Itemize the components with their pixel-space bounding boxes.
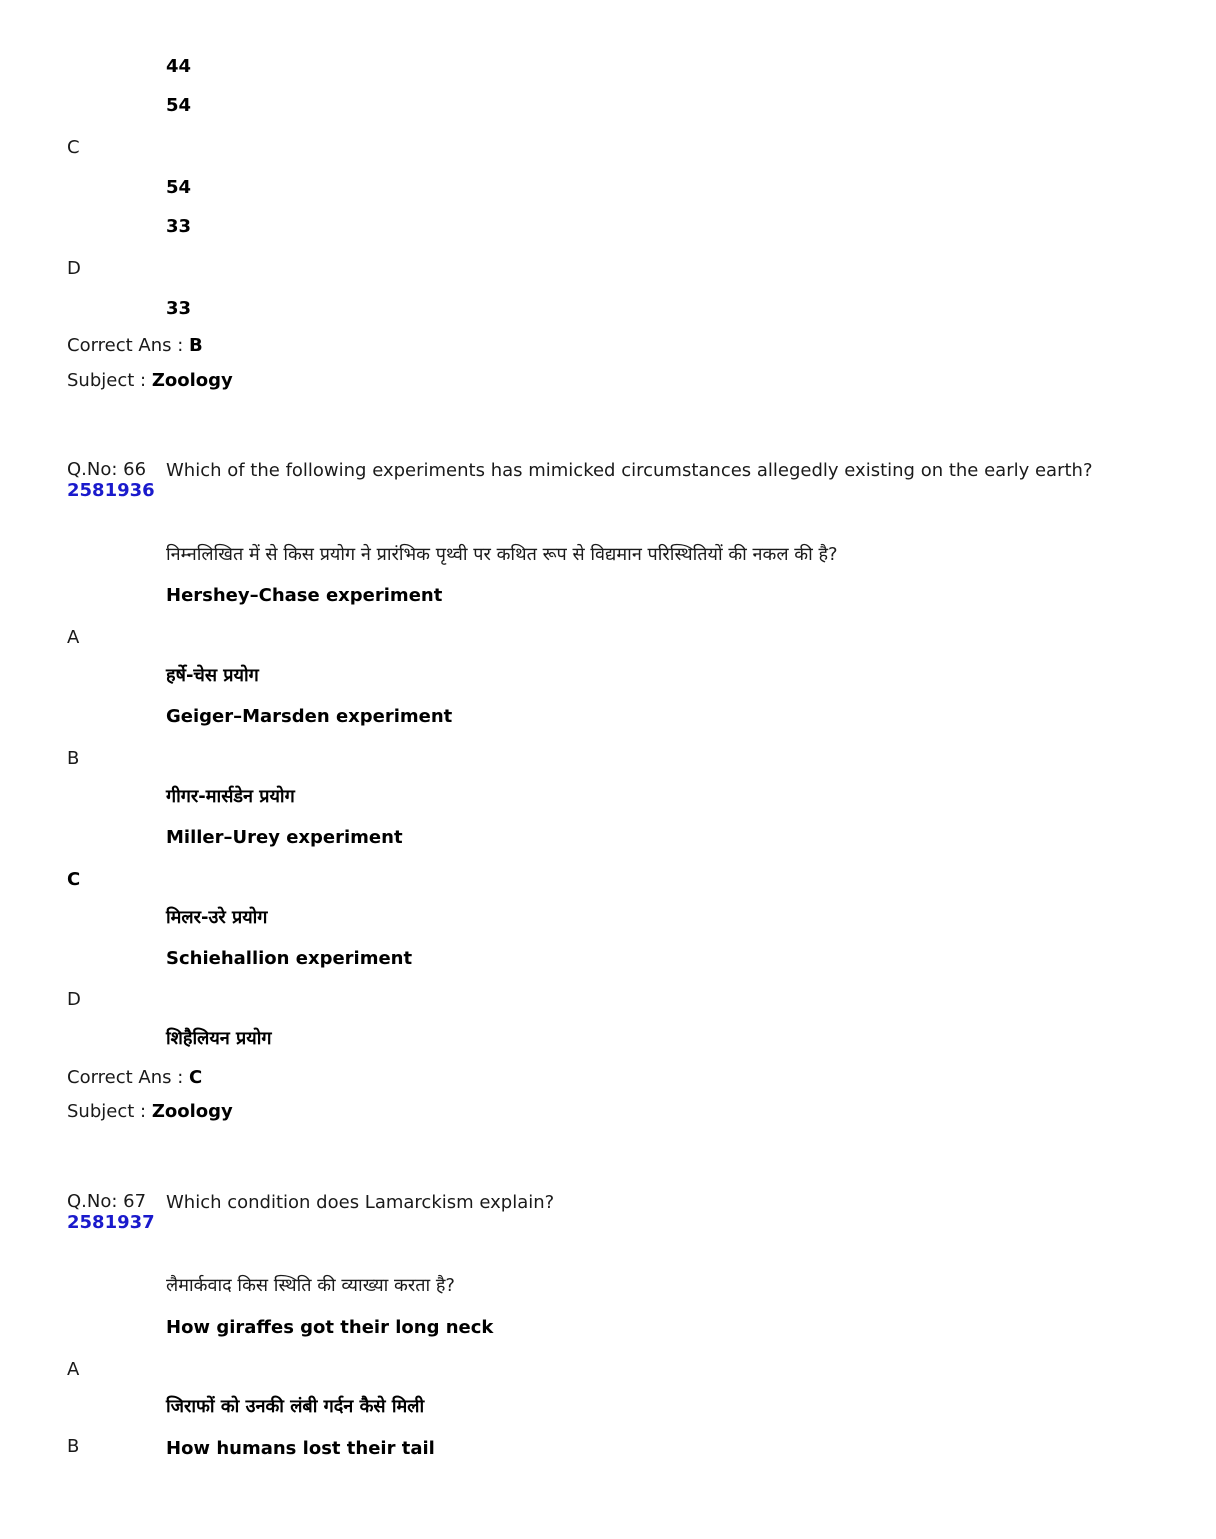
option-d-en: Schiehallion experiment — [166, 948, 413, 969]
question-text-en: Which of the following experiments has mimicked circumstances allegedly existing on the early earth? — [166, 460, 1093, 481]
option-d-label: D — [67, 989, 81, 1010]
subject-value: Zoology — [151, 1101, 233, 1122]
option-a-label: A — [67, 1359, 80, 1380]
option-text: 44 — [166, 56, 192, 77]
option-a-hi: जिराफों को उनकी लंबी गर्दन कैसे मिली — [166, 1396, 425, 1417]
option-d-hi: शिहैलियन प्रयोग — [166, 1028, 272, 1049]
option-label: D — [67, 258, 81, 279]
option-c-hi: मिलर-उरे प्रयोग — [166, 907, 268, 928]
option-c-label: C — [67, 869, 81, 890]
option-b-en: Geiger–Marsden experiment — [166, 706, 453, 727]
question-text-en: Which condition does Lamarckism explain? — [166, 1192, 555, 1213]
option-b-en: How humans lost their tail — [166, 1438, 435, 1459]
option-text: 54 — [166, 177, 192, 198]
question-id: 2581937 — [67, 1212, 155, 1233]
correct-answer-label: Correct Ans : — [67, 1067, 184, 1088]
correct-answer-value: C — [189, 1067, 203, 1088]
subject-value: Zoology — [151, 370, 233, 391]
option-c-en: Miller–Urey experiment — [166, 827, 403, 848]
subject — [67, 1103, 233, 1121]
option-a-en: Hershey–Chase experiment — [166, 585, 443, 606]
option-a-hi: हर्षे-चेस प्रयोग — [166, 665, 259, 686]
question-number: Q.No: 66 — [67, 459, 147, 480]
option-b-label: B — [67, 748, 80, 769]
option-a-label: A — [67, 627, 80, 648]
option-text: 33 — [166, 298, 192, 319]
subject-label: Subject : — [67, 370, 147, 391]
option-b-hi: गीगर-मार्सडेन प्रयोग — [166, 786, 295, 807]
option-text: 54 — [166, 95, 192, 116]
option-text: 33 — [166, 216, 192, 237]
option-a-en: How giraffes got their long neck — [166, 1317, 494, 1338]
correct-answer-label: Correct Ans : — [67, 335, 184, 356]
option-label: C — [67, 137, 80, 158]
correct-answer-value: B — [189, 335, 203, 356]
question-text-hi: निम्नलिखित में से किस प्रयोग ने प्रारंभिक पृथ्वी पर कथित रूप से विद्यमान परिस्थितियों की नकल की है? — [166, 544, 838, 565]
question-number: Q.No: 67 — [67, 1191, 147, 1212]
subject — [67, 372, 233, 390]
question-id: 2581936 — [67, 480, 155, 501]
option-b-label: B — [67, 1436, 80, 1457]
correct-answer — [67, 1069, 202, 1087]
subject-label: Subject : — [67, 1101, 147, 1122]
question-text-hi: लैमार्कवाद किस स्थिति की व्याख्या करता है? — [166, 1275, 455, 1296]
correct-answer — [67, 337, 203, 355]
